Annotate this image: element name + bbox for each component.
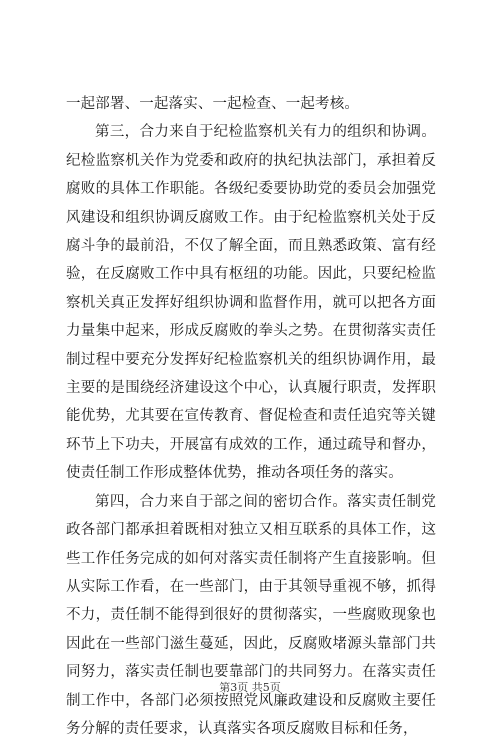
paragraph-fourth-point: 第四，合力来自于部之间的密切合作。落实责任制党政各部门都承担着既相对独立又相互联系的具体工作，这些工作任务完成的如何对落实责任制将产生直接影响。但从实际工作看，在一些部门，由于其领导重视不够，抓得不力，责任制不能得到很好的贯彻落实，一些腐败现象也因此在一些部门滋生蔓延，因此，反腐败堵源头靠部门共同努力，落实责任制也要靠部门的共同努力。在落实责任制工作中，各部门必须按照党风廉政建设和反腐败主要任务分解的责任要求，认真落实各项反腐败目标和任务， [66,493,436,737]
document-body [66,90,436,743]
paragraph-continuation: 一起部署、一起落实、一起检查、一起考核。 [66,96,359,112]
paragraph-third-point: 第三，合力来自于纪检监察机关有力的组织和协调。纪检监察机关作为党委和政府的执纪执法部门，承担着反腐败的具体工作职能。各级纪委要协助党的委员会加强党风建设和组织协调反腐败工作。由于纪检监察机关处于反腐斗争的最前沿，不仅了解全面，而且熟悉政策、富有经验，在反腐败工作中具有枢纽的功能。因此，只要纪检监察机关真正发挥好组织协调和监督作用，就可以把各方面力量集中起来，形成反腐败的拳头之势。在贯彻落实责任制过程中要充分发挥好纪检监察机关的组织协调作用，最主要的是围绕经济建设这个中心，认真履行职责，发挥职能优势，尤其要在宣传教育、督促检查和责任追究等关键环节上下功夫，开展富有成效的工作，通过疏导和督办，使责任制工作形成整体优势，推动各项任务的落实。 [66,124,436,482]
page-number-footer: 第3页 共5页 [219,681,281,694]
